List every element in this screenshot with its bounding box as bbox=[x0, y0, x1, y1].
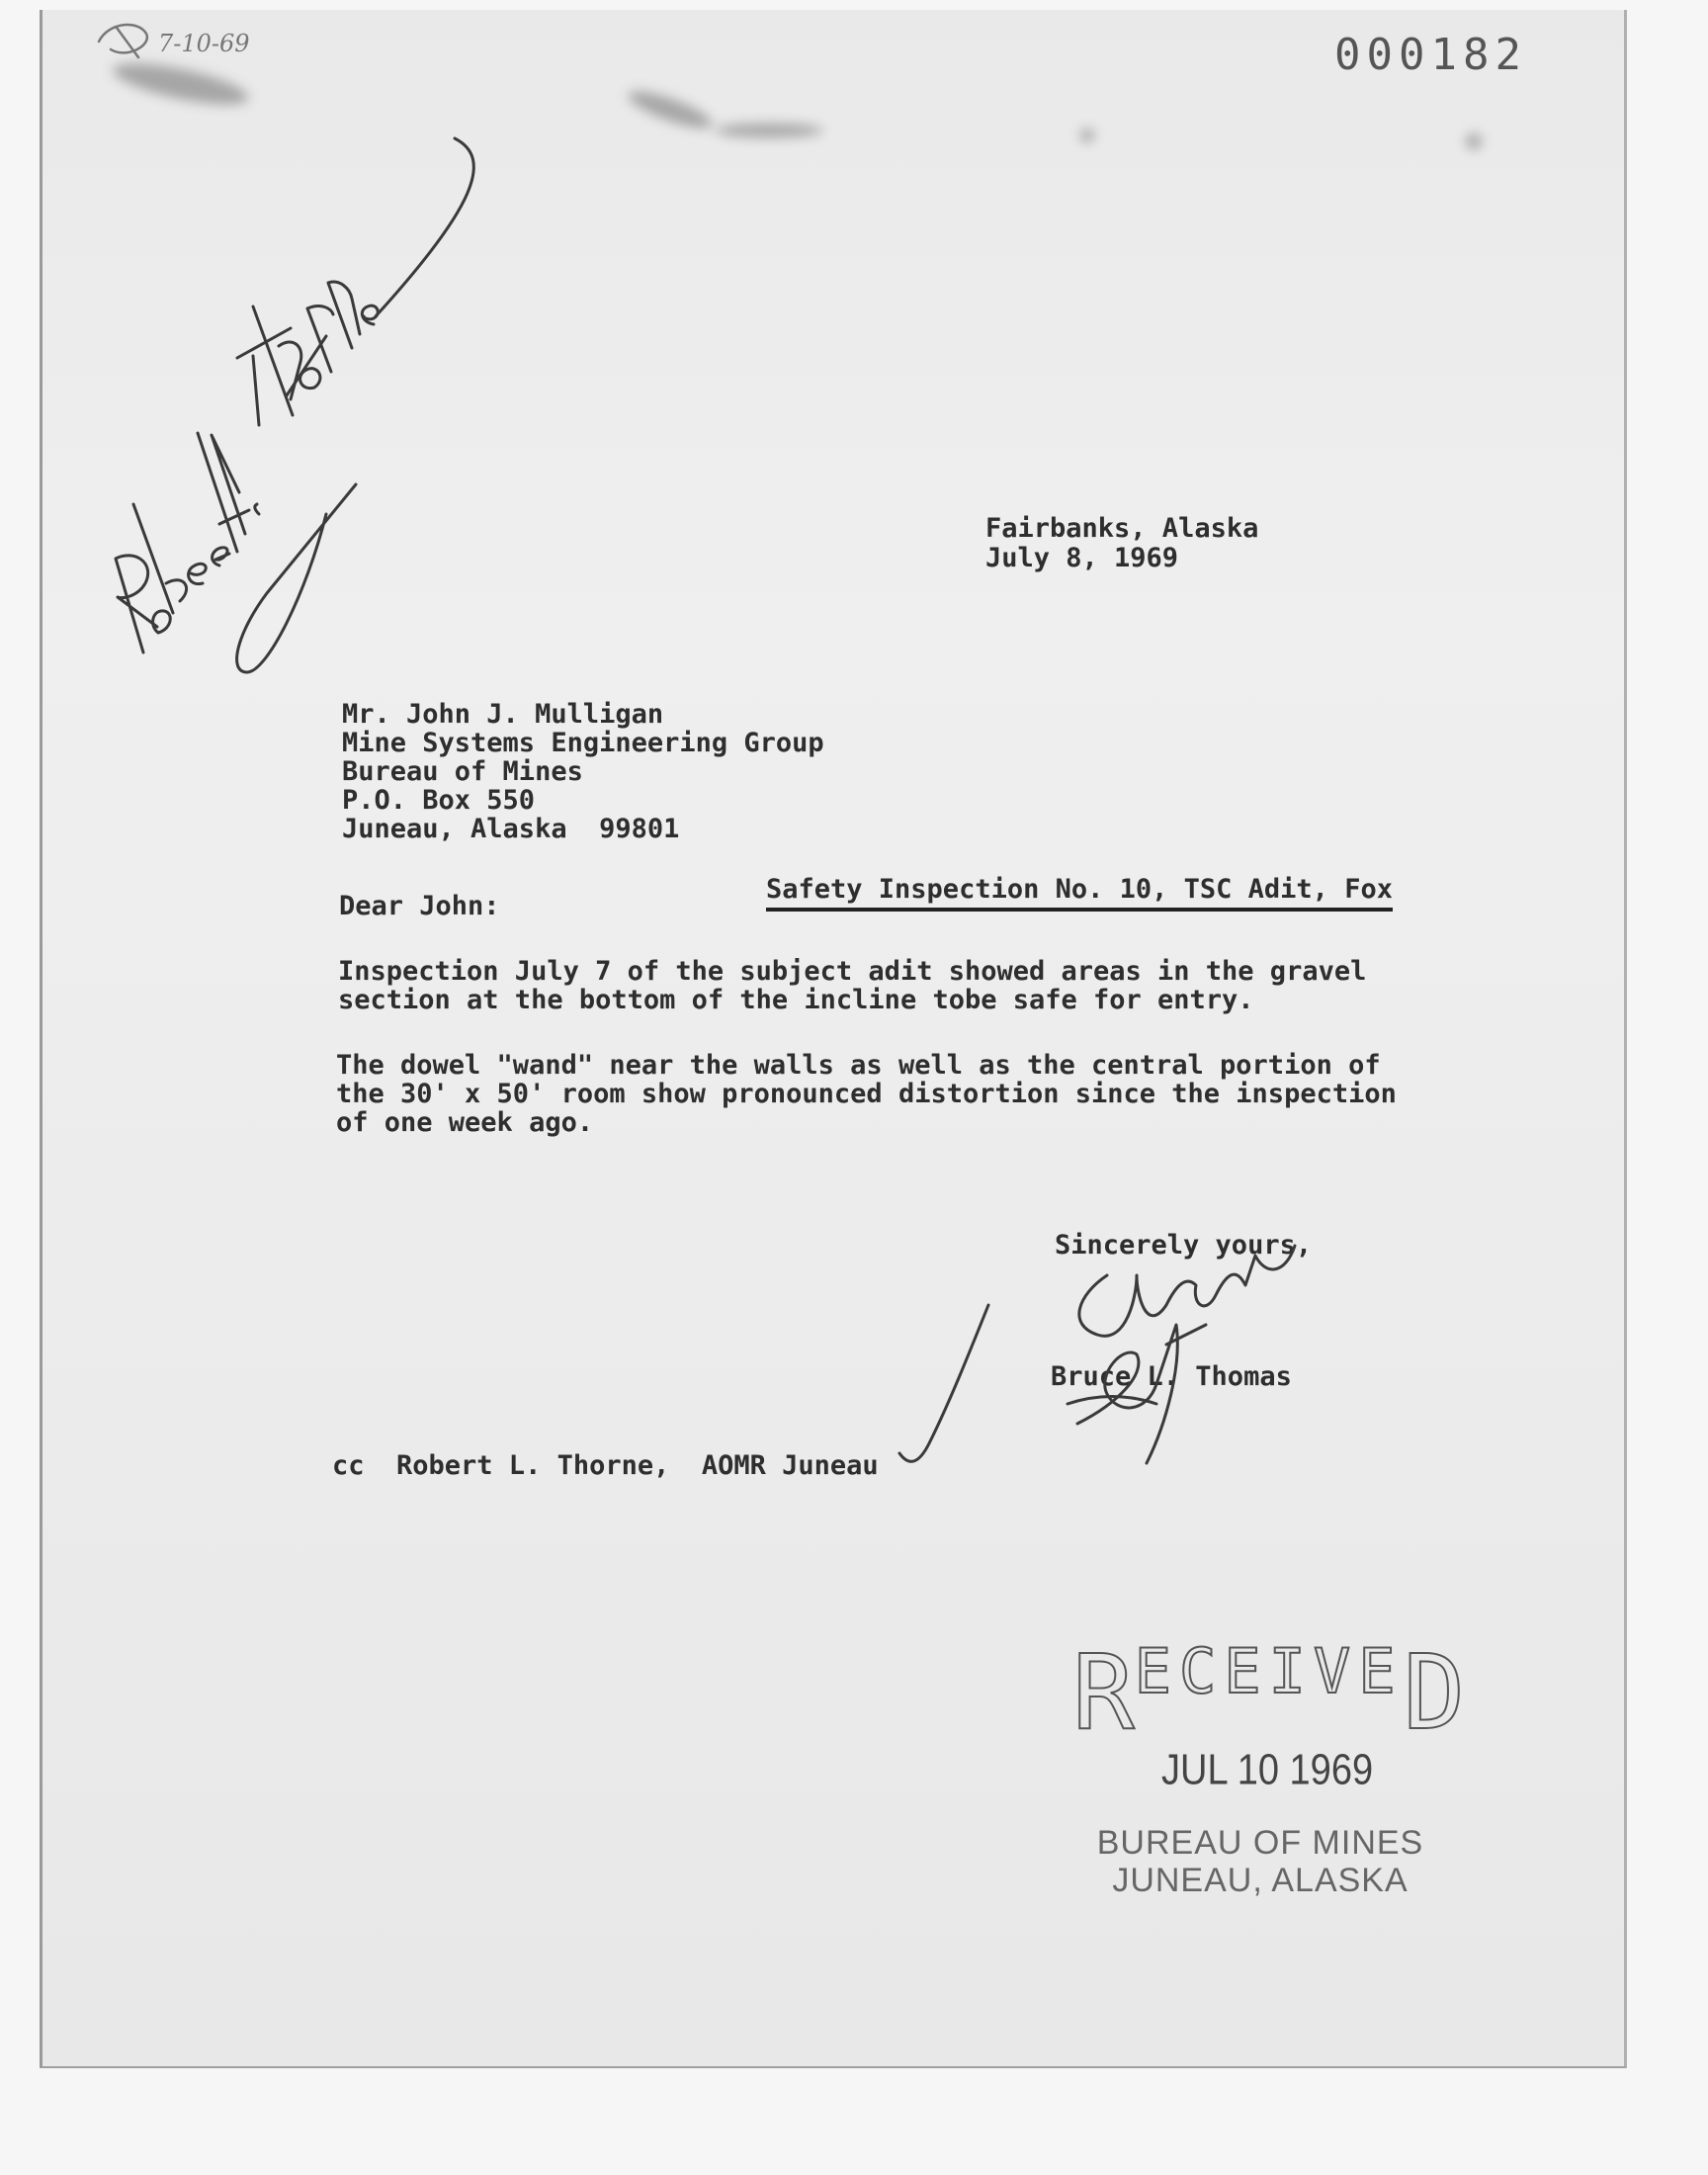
paragraph-1-line-1: Inspection July 7 of the subject adit showed areas in the gravel bbox=[338, 956, 1367, 987]
closing: Sincerely yours, bbox=[1055, 1230, 1313, 1261]
received-stamp-first: R bbox=[1072, 1632, 1135, 1753]
salutation: Dear John: bbox=[339, 891, 500, 921]
handwritten-name-note bbox=[116, 138, 473, 672]
cc-line: cc Robert L. Thorne, AOMR Juneau bbox=[332, 1450, 879, 1481]
received-stamp-last: D bbox=[1403, 1632, 1466, 1753]
letter-date: July 8, 1969 bbox=[985, 543, 1179, 573]
stamp-office-line-1: BUREAU OF MINES bbox=[1096, 1824, 1424, 1862]
signature-scribble bbox=[1068, 1246, 1295, 1463]
recipient-name: Mr. John J. Mulligan bbox=[342, 699, 664, 730]
document-number: 000182 bbox=[1334, 30, 1527, 80]
letter-place: Fairbanks, Alaska bbox=[985, 513, 1259, 544]
paragraph-1-line-2: section at the bottom of the incline tobe safe for entry. bbox=[338, 985, 1254, 1015]
recipient-city: Juneau, Alaska 99801 bbox=[342, 814, 680, 844]
signer-name: Bruce L. Thomas bbox=[1051, 1361, 1292, 1392]
stamp-office-line-2: JUNEAU, ALASKA bbox=[1112, 1862, 1409, 1899]
subject-line: Safety Inspection No. 10, TSC Adit, Fox bbox=[766, 875, 1393, 912]
paragraph-2-line-3: of one week ago. bbox=[336, 1107, 594, 1138]
handwritten-date-note bbox=[99, 25, 250, 57]
recipient-agency: Bureau of Mines bbox=[342, 756, 583, 787]
received-stamp-date: JUL 10 1969 bbox=[1161, 1746, 1374, 1795]
received-stamp-middle: ECEIVE bbox=[1134, 1635, 1404, 1707]
cc-check-mark bbox=[899, 1305, 988, 1461]
svg-text:7-10-69: 7-10-69 bbox=[158, 30, 250, 57]
paragraph-2-line-1: The dowel "wand" near the walls as well as the central portion of bbox=[336, 1050, 1381, 1081]
paragraph-2-line-2: the 30' x 50' room show pronounced distortion since the inspection bbox=[336, 1079, 1397, 1109]
recipient-group: Mine Systems Engineering Group bbox=[342, 728, 824, 758]
recipient-box: P.O. Box 550 bbox=[342, 785, 536, 816]
